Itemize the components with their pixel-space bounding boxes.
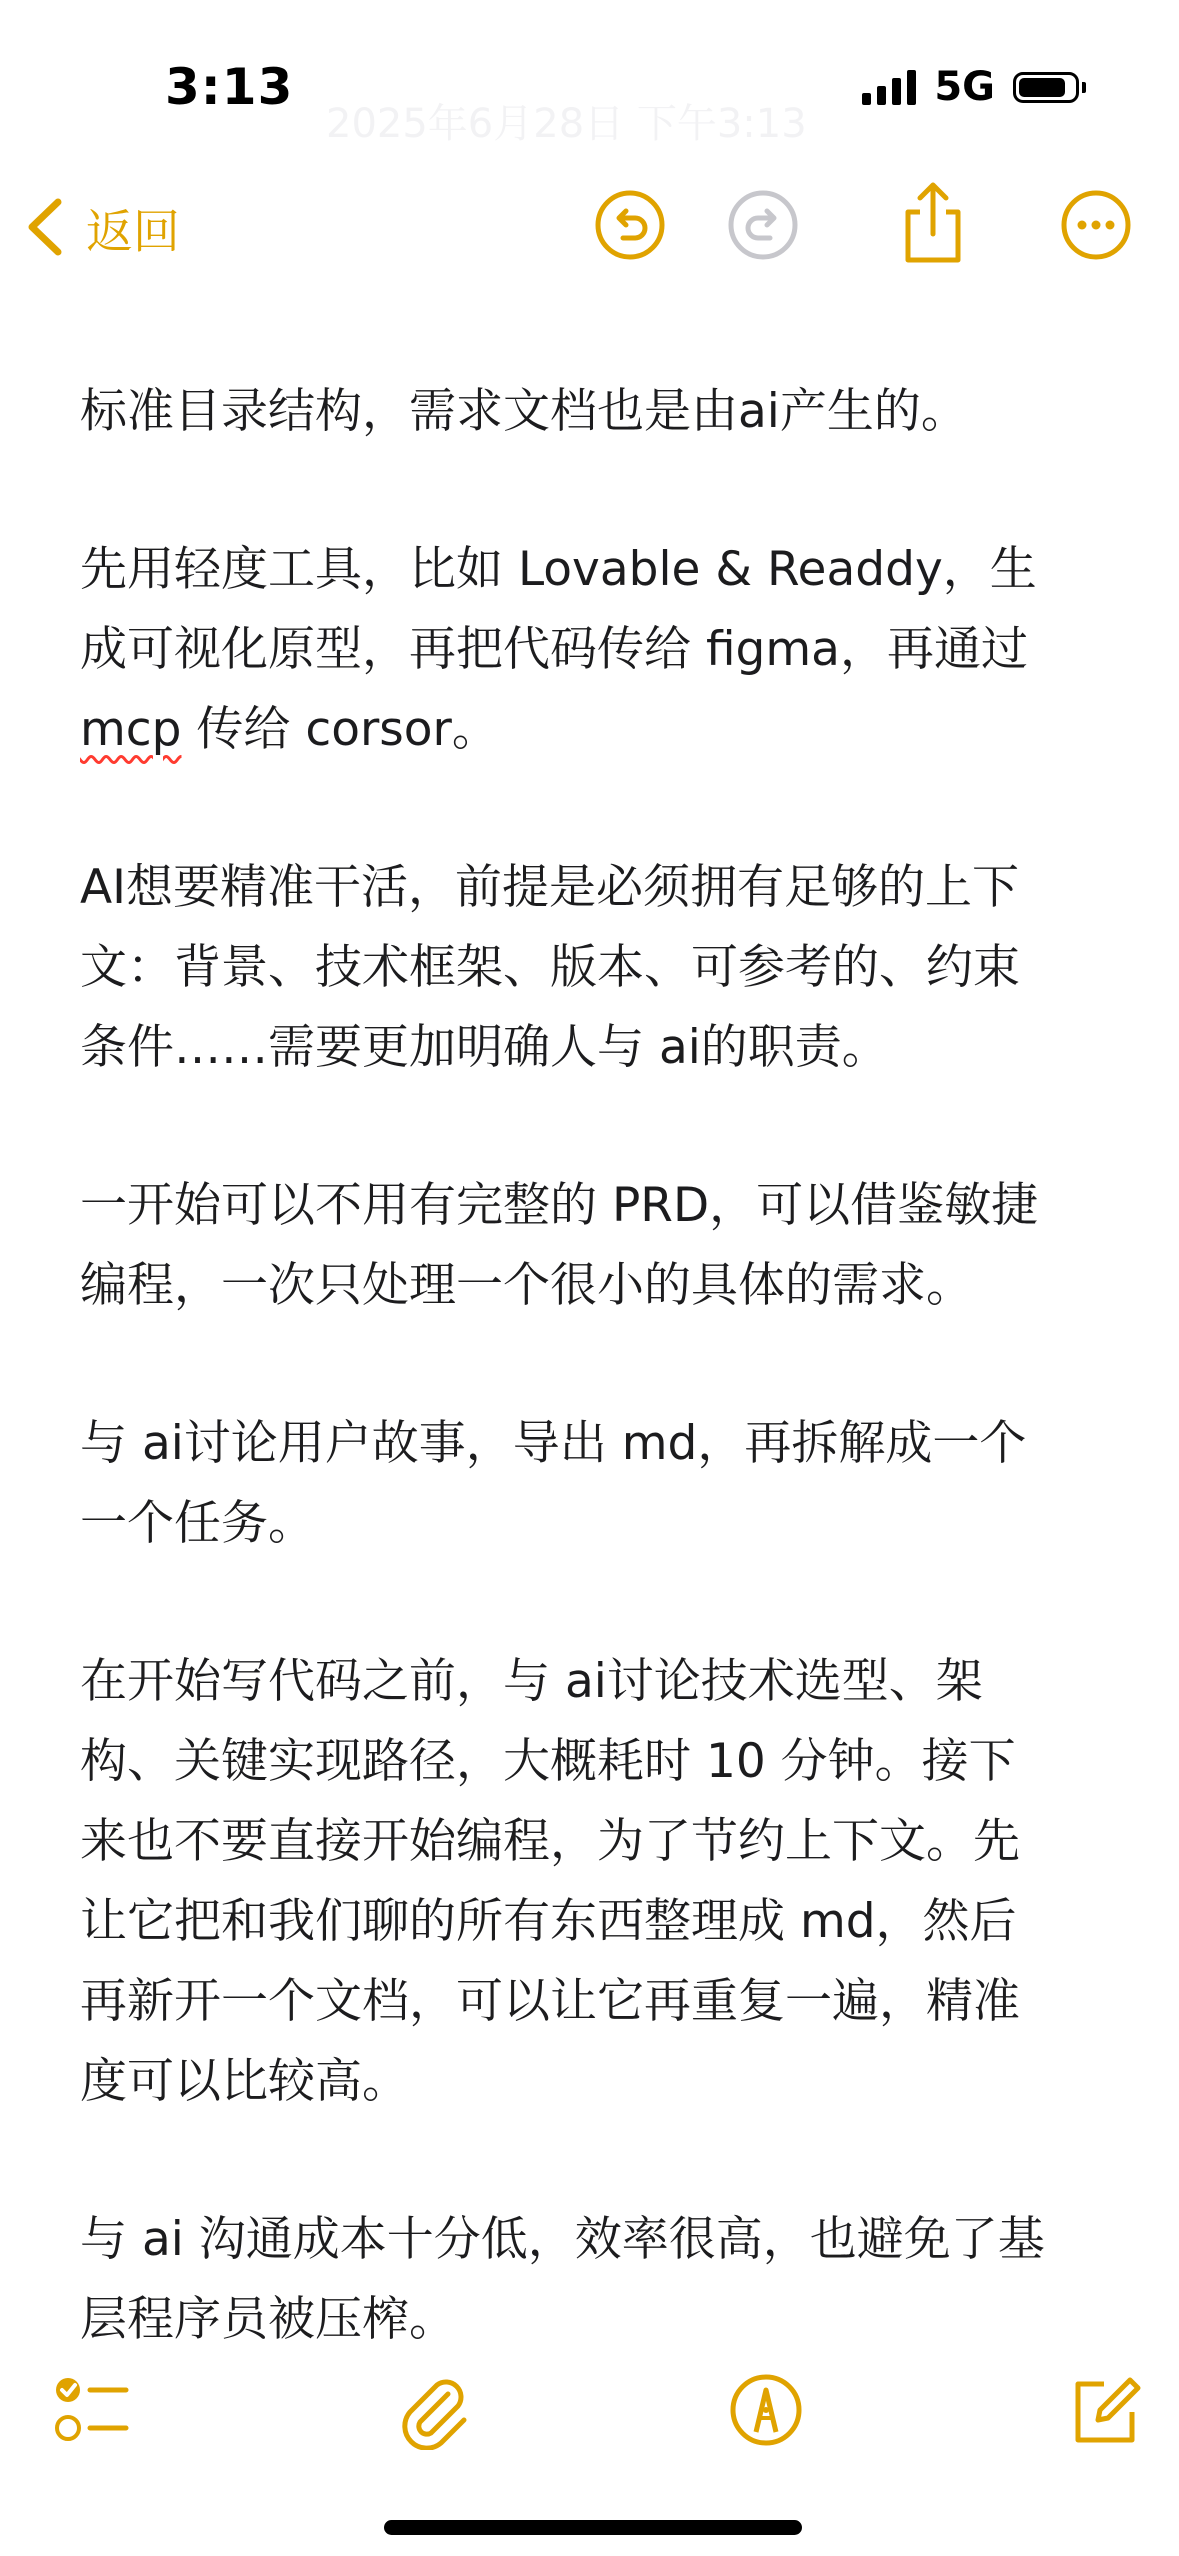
text-line: 再新开一个文档，可以让它再重复一遍，精准 — [80, 1974, 1020, 2029]
back-button[interactable] — [24, 195, 180, 262]
text-line: 与 ai 沟通成本十分低，效率很高，也避免了基 — [80, 2212, 1045, 2267]
status-time: 3:13 — [165, 58, 294, 116]
text-line: 来也不要直接开始编程，为了节约上下文。先 — [80, 1814, 1020, 1869]
text-segment: 传给 corsor。 — [181, 702, 499, 757]
paragraph — [80, 2200, 1120, 2360]
share-icon — [896, 251, 970, 270]
text-line: 成可视化原型，再把代码传给 figma，再通过 — [80, 622, 1028, 677]
paragraph — [80, 1404, 1120, 1564]
text-line: 条件……需要更加明确人与 ai的职责。 — [80, 1020, 889, 1075]
paragraph — [80, 1642, 1120, 2122]
redo-icon — [726, 247, 800, 266]
redo-button[interactable] — [726, 188, 800, 262]
text-line: 层程序员被压榨。 — [80, 2292, 456, 2347]
misspelled-word[interactable]: mcp — [80, 702, 182, 757]
back-label: 返回 — [86, 205, 180, 260]
paragraph — [80, 1166, 1120, 1326]
checklist-button[interactable] — [52, 2370, 132, 2450]
note-body[interactable] — [80, 372, 1120, 2438]
text-line: 与 ai讨论用户故事，导出 md，再拆解成一个 — [80, 1416, 1027, 1471]
text-line — [80, 690, 1120, 770]
text-line: 让它把和我们聊的所有东西整理成 md，然后 — [80, 1894, 1017, 1949]
compose-button[interactable] — [1064, 2370, 1144, 2450]
text-line: 度可以比较高。 — [80, 2054, 409, 2109]
text-line: 文：背景、技术框架、版本、可参考的、约束 — [80, 940, 1020, 995]
undo-icon — [593, 247, 667, 266]
status-indicators — [862, 64, 1086, 110]
text-line: 构、关键实现路径，大概耗时 10 分钟。接下 — [80, 1734, 1016, 1789]
markup-icon — [726, 2435, 806, 2454]
text-line: 一开始可以不用有完整的 PRD，可以借鉴敏捷 — [80, 1178, 1039, 1233]
attachment-button[interactable] — [392, 2370, 472, 2450]
ghost-date: 2025年6月28日 下午3:13 — [326, 101, 807, 147]
undo-button[interactable] — [593, 188, 667, 262]
text-line: 标准目录结构，需求文档也是由ai产生的。 — [80, 384, 968, 439]
text-line: 编程，一次只处理一个很小的具体的需求。 — [80, 1258, 973, 1313]
more-button[interactable] — [1059, 188, 1133, 262]
text-line: 先用轻度工具，比如 Lovable & Readdy，生 — [80, 542, 1037, 597]
battery-icon — [1013, 72, 1086, 103]
text-line: 一个任务。 — [80, 1496, 315, 1551]
compose-icon — [1064, 2435, 1144, 2454]
home-indicator[interactable] — [384, 2520, 802, 2535]
network-type: 5G — [934, 64, 995, 110]
chevron-left-icon — [24, 196, 66, 262]
text-line: 在开始写代码之前，与 ai讨论技术选型、架 — [80, 1654, 983, 1709]
checklist-icon — [52, 2435, 132, 2454]
paragraph — [80, 372, 1120, 452]
markup-button[interactable] — [726, 2370, 806, 2450]
signal-icon — [862, 69, 916, 105]
share-button[interactable] — [896, 180, 970, 254]
attachment-icon — [392, 2435, 472, 2454]
text-line: AI想要精准干活，前提是必须拥有足够的上下 — [80, 860, 1020, 915]
paragraph — [80, 848, 1120, 1088]
paragraph — [80, 530, 1120, 770]
more-icon — [1059, 247, 1133, 266]
